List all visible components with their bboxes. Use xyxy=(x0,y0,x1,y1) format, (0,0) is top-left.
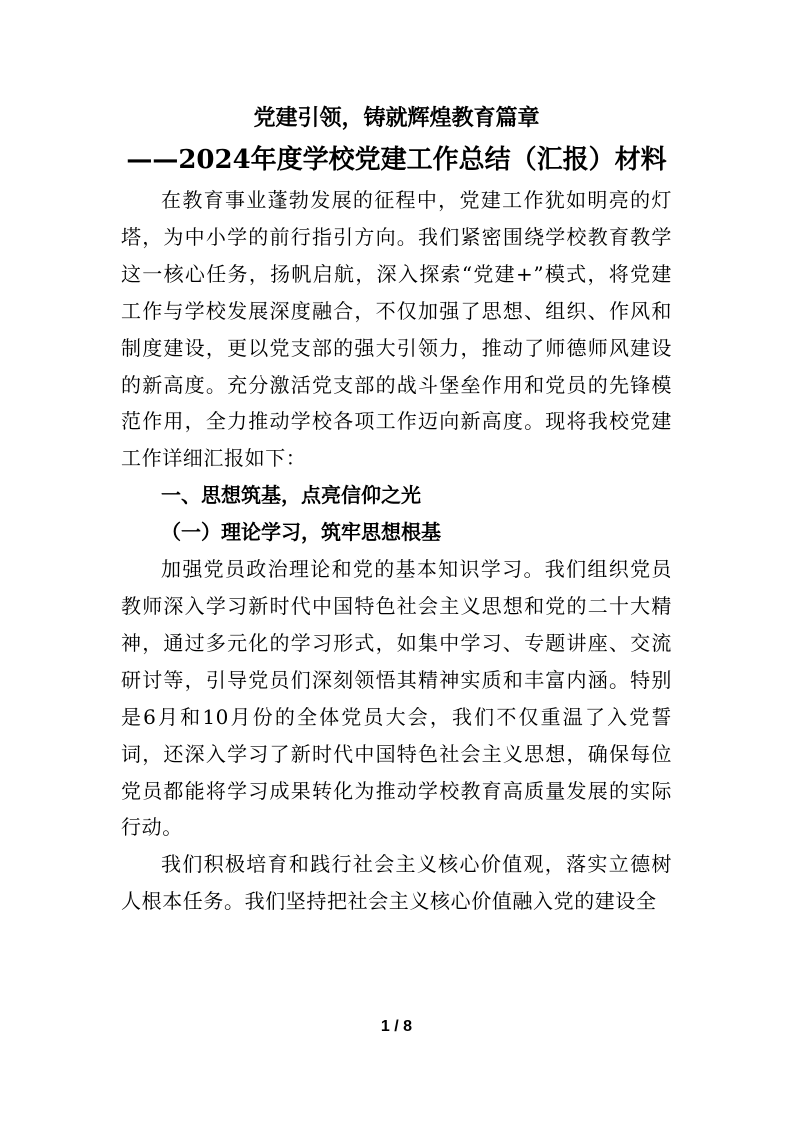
paragraph-theory-study: 加强党员政治理论和党的基本知识学习。我们组织党员教师深入学习新时代中国特色社会主义思想和党的二十大精神，通过多元化的学习形式，如集中学习、专题讲座、交流研讨等，引导党员们深刻领悟其精神实质和丰富内涵。特别是6月和10月份的全体党员大会，我们不仅重温了入党誓词，还深入学习了新时代中国特色社会主义思想，确保每位党员都能将学习成果转化为推动学校教育高质量发展的实际行动。 xyxy=(121,557,672,840)
paragraph-intro: 在教育事业蓬勃发展的征程中，党建工作犹如明亮的灯塔，为中小学的前行指引方向。我们紧密围绕学校教育教学这一核心任务，扬帆启航，深入探索“党建+”模式，将党建工作与学校发展深度融合，不仅加强了思想、组织、作风和制度建设，更以党支部的强大引领力，推动了师德师风建设的新高度。充分激活党支部的战斗堡垒作用和党员的先锋模范作用，全力推动学校各项工作迈向新高度。现将我校党建工作详细汇报如下： xyxy=(121,188,672,471)
section-heading-1: 一、思想筑基，点亮信仰之光 xyxy=(161,483,421,508)
paragraph-core-values: 我们积极培育和践行社会主义核心价值观，落实立德树人根本任务。我们坚持把社会主义核心价值融入党的建设全 xyxy=(121,852,672,914)
subsection-heading-1: （一）理论学习，筑牢思想根基 xyxy=(161,520,441,545)
document-title: 党建引领，铸就辉煌教育篇章 xyxy=(253,105,540,131)
document-subtitle: ——2024年度学校党建工作总结（汇报）材料 xyxy=(126,145,667,175)
document-body xyxy=(121,182,672,920)
page-number: 1 / 8 xyxy=(380,1018,413,1035)
